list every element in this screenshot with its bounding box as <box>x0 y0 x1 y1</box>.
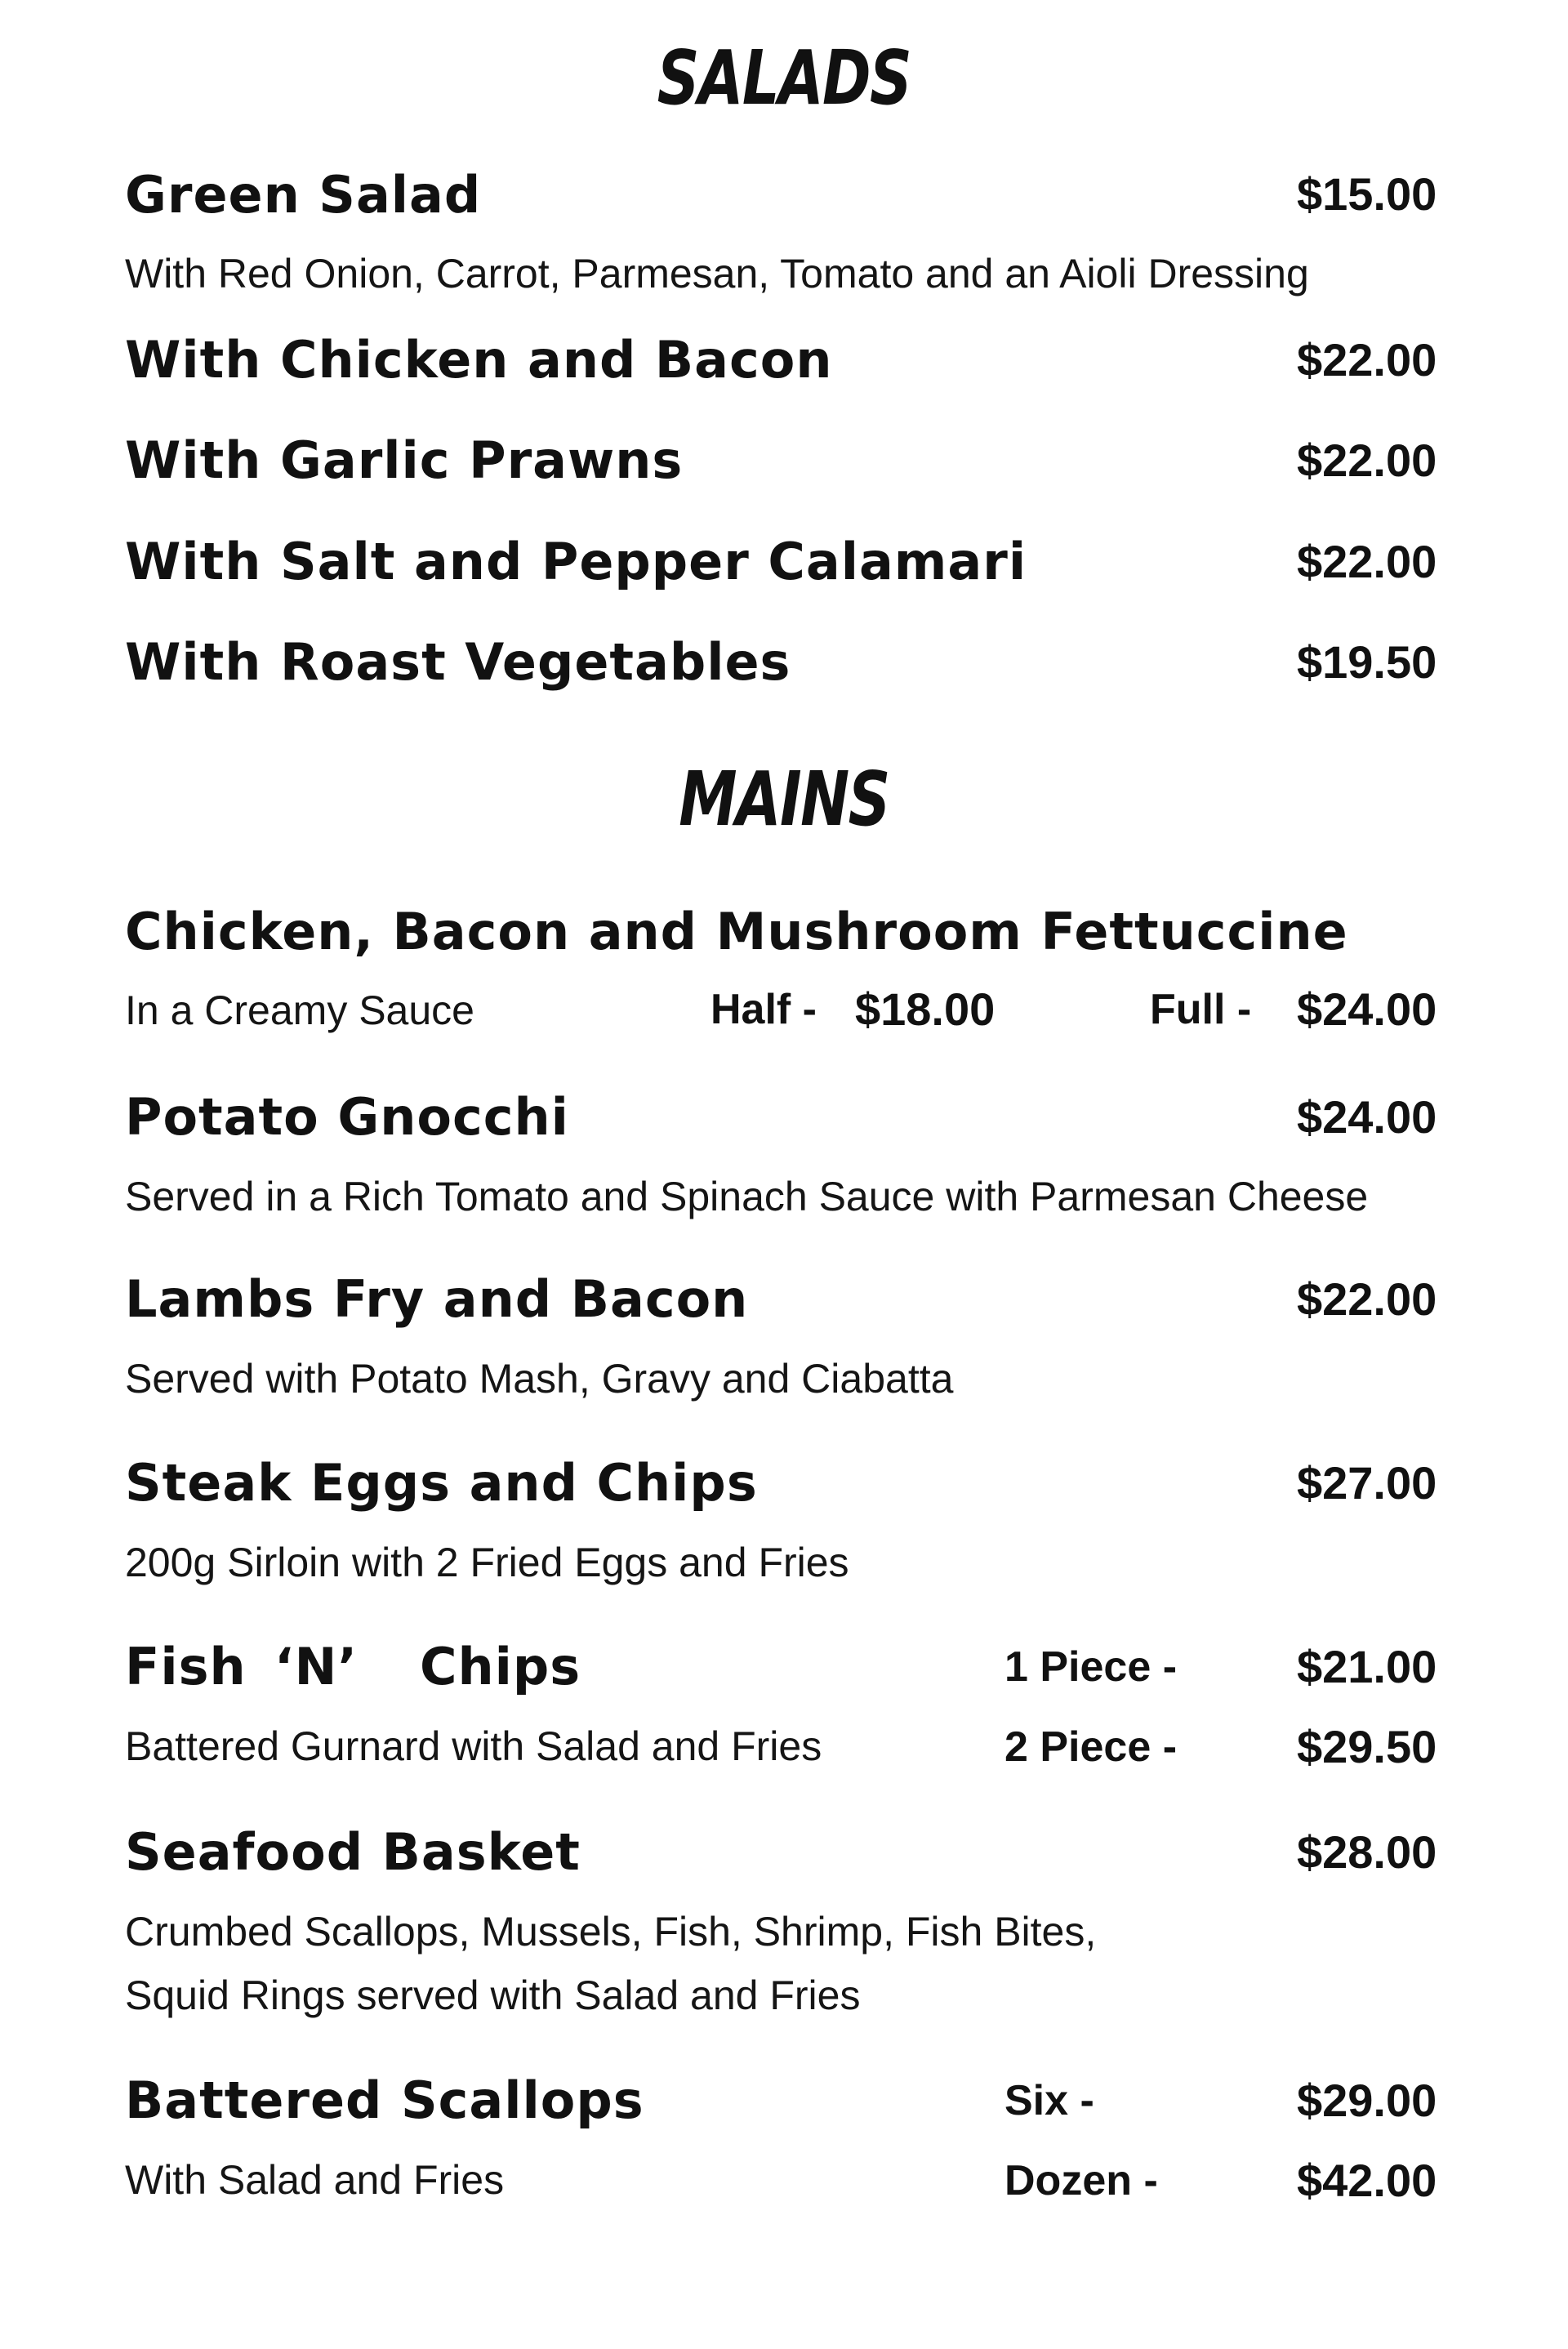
battered-scallops-description: With Salad and Fries <box>125 2157 505 2203</box>
fish-chips-title-n: ‘N’ <box>274 1637 358 1696</box>
fish-chips-description: Battered Gurnard with Salad and Fries <box>125 1723 822 1769</box>
steak-title: Steak Eggs and Chips <box>125 1453 758 1513</box>
green-salad-price: $15.00 <box>1297 168 1437 220</box>
salad-addon-calamari-price: $22.00 <box>1297 536 1437 587</box>
fettuccine-full-price: $24.00 <box>1297 983 1437 1035</box>
seafood-basket-price: $28.00 <box>1297 1826 1437 1878</box>
seafood-basket-description-line2: Squid Rings served with Salad and Fries <box>125 1972 861 2018</box>
fettuccine-full-label: Full - <box>1150 986 1252 1033</box>
fettuccine-description: In a Creamy Sauce <box>125 987 474 1033</box>
fish-chips-option1-label: 1 Piece - <box>1004 1643 1178 1691</box>
fish-chips-title-fish: Fish <box>125 1637 247 1696</box>
gnocchi-price: $24.00 <box>1297 1091 1437 1143</box>
steak-description: 200g Sirloin with 2 Fried Eggs and Fries <box>125 1540 849 1585</box>
fish-chips-title-chips: Chips <box>420 1637 581 1696</box>
fish-chips-option1-price: $21.00 <box>1297 1641 1437 1692</box>
salad-addon-chicken-bacon-title: With Chicken and Bacon <box>125 330 833 390</box>
fettuccine-half-label: Half - <box>710 986 817 1033</box>
gnocchi-title: Potato Gnocchi <box>125 1087 569 1147</box>
salads-heading: SALADS <box>657 34 911 122</box>
battered-scallops-option2-price: $42.00 <box>1297 2155 1437 2206</box>
gnocchi-description: Served in a Rich Tomato and Spinach Sauce with Parmesan Cheese <box>125 1174 1369 1219</box>
salad-addon-garlic-prawns-title: With Garlic Prawns <box>125 430 684 490</box>
battered-scallops-title: Battered Scallops <box>125 2070 644 2130</box>
fish-chips-option2-label: 2 Piece - <box>1004 1723 1178 1771</box>
salad-addon-chicken-bacon-price: $22.00 <box>1297 334 1437 386</box>
salad-addon-calamari-title: With Salt and Pepper Calamari <box>125 532 1027 591</box>
fettuccine-half-price: $18.00 <box>855 983 996 1035</box>
green-salad-title: Green Salad <box>125 165 482 225</box>
seafood-basket-description-line1: Crumbed Scallops, Mussels, Fish, Shrimp, Fish Bites, <box>125 1909 1097 1955</box>
lambs-fry-title: Lambs Fry and Bacon <box>125 1269 749 1329</box>
lambs-fry-price: $22.00 <box>1297 1273 1437 1325</box>
battered-scallops-option2-label: Dozen - <box>1004 2157 1158 2204</box>
lambs-fry-description: Served with Potato Mash, Gravy and Ciabatta <box>125 1356 954 1402</box>
salad-addon-garlic-prawns-price: $22.00 <box>1297 435 1437 486</box>
salad-addon-roast-veg-title: With Roast Vegetables <box>125 632 791 692</box>
steak-price: $27.00 <box>1297 1457 1437 1509</box>
battered-scallops-option1-price: $29.00 <box>1297 2075 1437 2126</box>
battered-scallops-option1-label: Six - <box>1004 2077 1094 2124</box>
mains-heading: MAINS <box>679 756 889 843</box>
green-salad-description: With Red Onion, Carrot, Parmesan, Tomato and an Aioli Dressing <box>125 251 1309 296</box>
fettuccine-title: Chicken, Bacon and Mushroom Fettuccine <box>125 902 1348 961</box>
seafood-basket-title: Seafood Basket <box>125 1822 581 1882</box>
fish-chips-option2-price: $29.50 <box>1297 1721 1437 1772</box>
salad-addon-roast-veg-price: $19.50 <box>1297 636 1437 688</box>
